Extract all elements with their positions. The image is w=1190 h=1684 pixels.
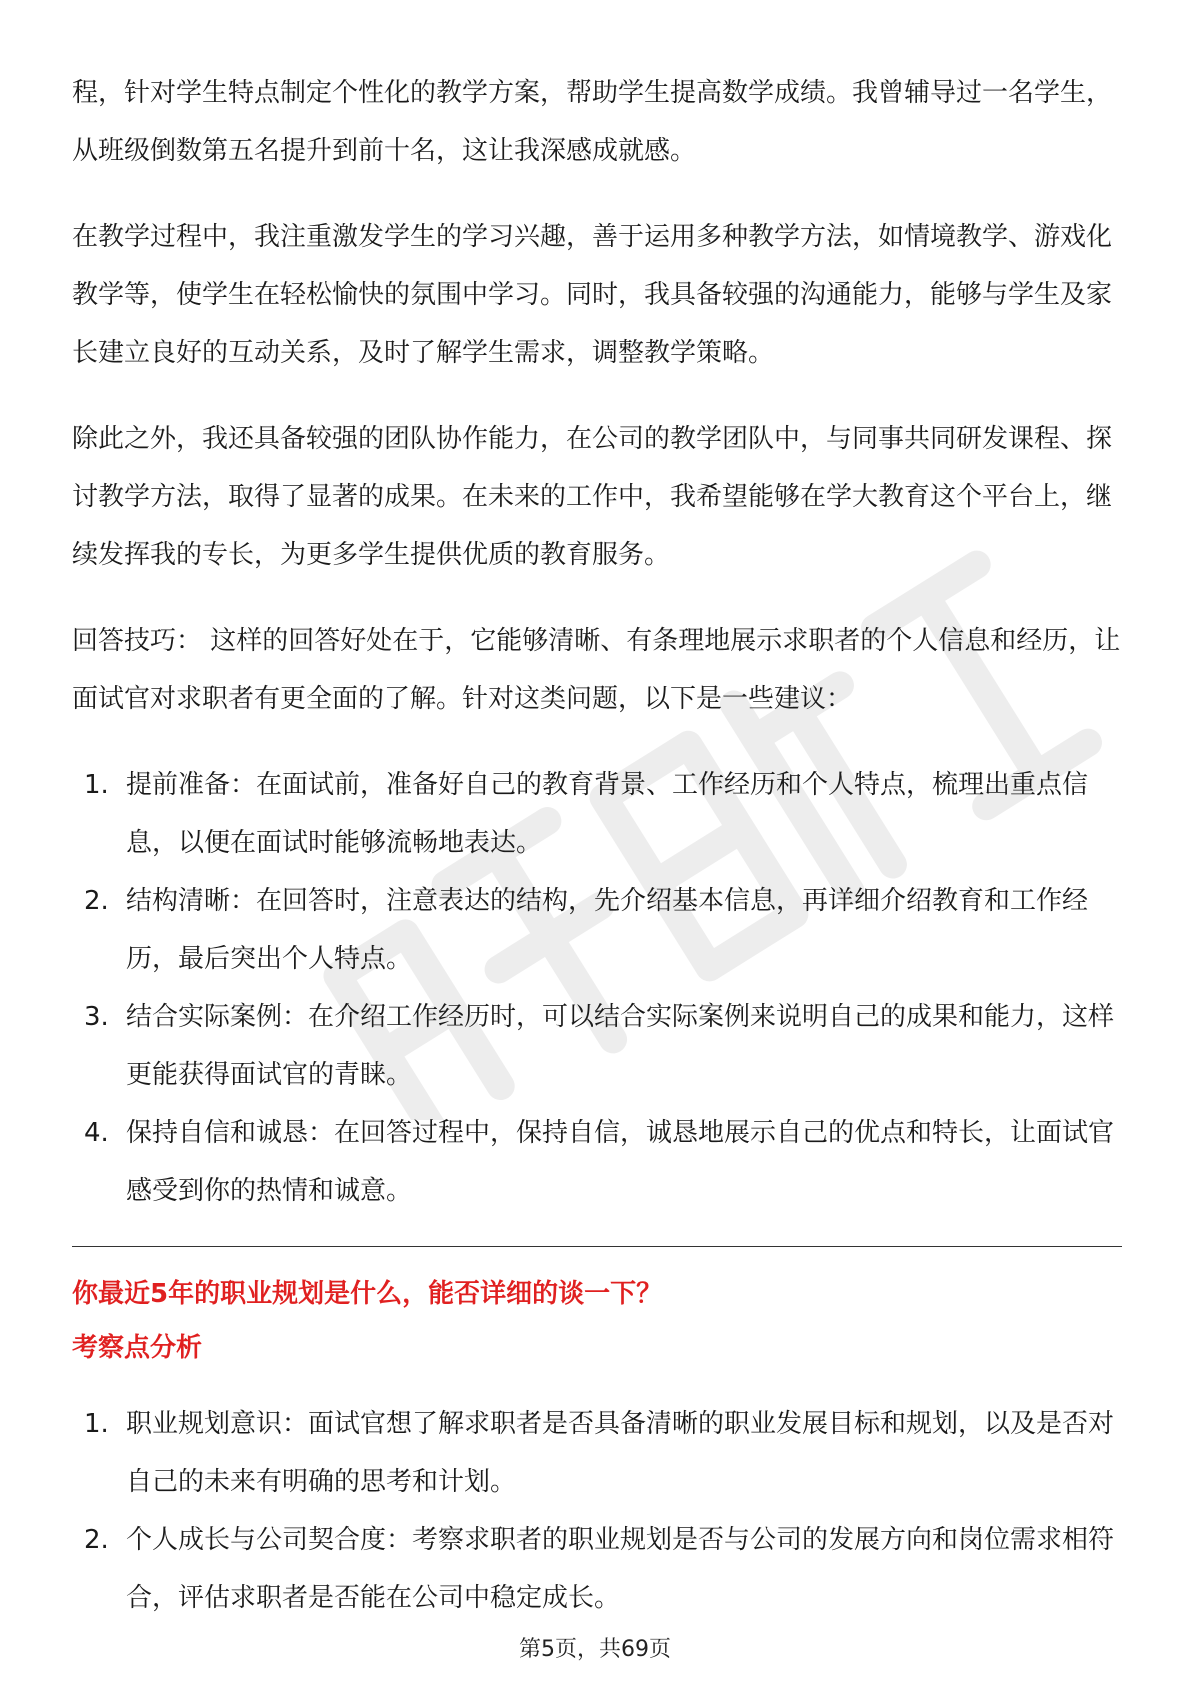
list-text: 职业规划意识：面试官想了解求职者是否具备清晰的职业发展目标和规划，以及是否对自己的未来有明确的思考和计划。 bbox=[126, 1409, 1115, 1497]
list-text: 结合实际案例：在介绍工作经历时，可以结合实际案例来说明自己的成果和能力，这样更能获得面试官的青睐。 bbox=[126, 1002, 1115, 1090]
list-number: 1. bbox=[84, 770, 109, 800]
paragraph-intro-continued: 程，针对学生特点制定个性化的教学方案，帮助学生提高数学成绩。我曾辅导过一名学生，从班级倒数第五名提升到前十名，这让我深感成就感。 bbox=[72, 78, 1113, 166]
list-item bbox=[72, 756, 1122, 872]
list-text: 结构清晰：在回答时，注意表达的结构，先介绍基本信息，再详细介绍教育和工作经历，最后突出个人特点。 bbox=[126, 886, 1089, 974]
question-heading: 你最近5年的职业规划是什么，能否详细的谈一下？ bbox=[72, 1279, 663, 1309]
list-text: 提前准备：在面试前，准备好自己的教育背景、工作经历和个人特点，梳理出重点信息，以便在面试时能够流畅地表达。 bbox=[126, 770, 1089, 858]
section-divider bbox=[72, 1246, 1122, 1247]
tips-list bbox=[72, 756, 1122, 1220]
analysis-list bbox=[72, 1395, 1122, 1627]
list-text: 保持自信和诚恳：在回答过程中，保持自信，诚恳地展示自己的优点和特长，让面试官感受到你的热情和诚意。 bbox=[126, 1118, 1115, 1206]
document-page bbox=[72, 64, 1122, 1627]
list-number: 4. bbox=[84, 1118, 109, 1148]
paragraph-answer-tips: 回答技巧： 这样的回答好处在于，它能够清晰、有条理地展示求职者的个人信息和经历，让面试官对求职者有更全面的了解。针对这类问题，以下是一些建议： bbox=[72, 626, 1121, 714]
list-item bbox=[72, 1104, 1122, 1220]
list-item bbox=[72, 1511, 1122, 1627]
list-item bbox=[72, 988, 1122, 1104]
page-footer: 第5页，共69页 bbox=[519, 1637, 671, 1662]
list-number: 2. bbox=[84, 886, 109, 916]
paragraph-teamwork: 除此之外，我还具备较强的团队协作能力，在公司的教学团队中，与同事共同研发课程、探讨教学方法，取得了显著的成果。在未来的工作中，我希望能够在学大教育这个平台上，继续发挥我的专长，为更多学生提供优质的教育服务。 bbox=[72, 424, 1113, 570]
list-text: 个人成长与公司契合度：考察求职者的职业规划是否与公司的发展方向和岗位需求相符合，评估求职者是否能在公司中稳定成长。 bbox=[126, 1525, 1115, 1613]
list-number: 1. bbox=[84, 1409, 109, 1439]
list-number: 2. bbox=[84, 1525, 109, 1555]
list-number: 3. bbox=[84, 1002, 109, 1032]
list-item bbox=[72, 872, 1122, 988]
analysis-heading: 考察点分析 bbox=[72, 1333, 203, 1363]
list-item bbox=[72, 1395, 1122, 1511]
paragraph-teaching-methods: 在教学过程中，我注重激发学生的学习兴趣，善于运用多种教学方法，如情境教学、游戏化教学等，使学生在轻松愉快的氛围中学习。同时，我具备较强的沟通能力，能够与学生及家长建立良好的互动关系，及时了解学生需求，调整教学策略。 bbox=[72, 222, 1113, 368]
